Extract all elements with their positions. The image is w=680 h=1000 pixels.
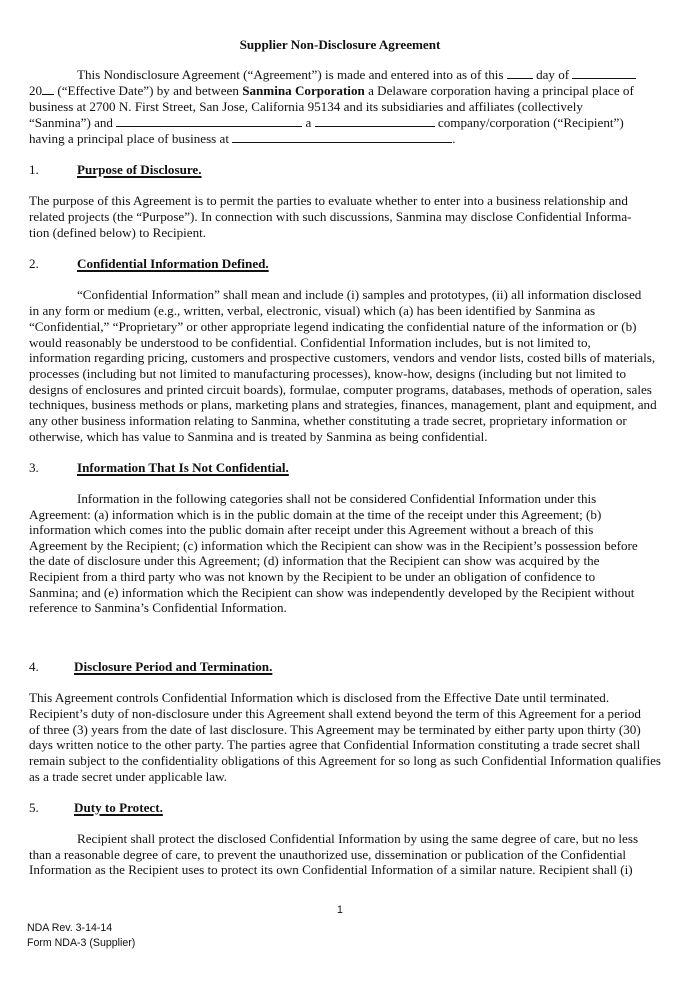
- year-blank[interactable]: [42, 83, 54, 95]
- section-3-line: information which comes into the public domain after receipt under this Agreement without a breach of this: [29, 522, 594, 537]
- section-2-line: processes (including but not limited to manufacturing processes), know-how, designs (including but not limited to: [29, 366, 626, 381]
- footer-form-id: Form NDA-3 (Supplier): [27, 937, 136, 949]
- section-3-number: 3.: [29, 460, 39, 475]
- company-name: Sanmina Corporation: [242, 83, 365, 98]
- intro-line-5: having a principal place of business at .: [29, 131, 456, 146]
- section-2-line: “Confidential Information” shall mean and include (i) samples and prototypes, (ii) all information disclosed: [77, 287, 642, 302]
- section-4-line: remain subject to the confidentiality obligations of this Agreement for so long as such Confidential Information qualifies: [29, 753, 661, 768]
- section-2-line: designs of enclosures and printed circuit boards), formulae, computer programs, databases, methods of operation, sales: [29, 382, 652, 397]
- section-4-line: days written notice to the other party. The parties agree that Confidential Information constituting a trade secret shall: [29, 737, 641, 752]
- section-5-line: Information as the Recipient uses to protect its own Confidential Information of a similar nature. Recipient shall (i): [29, 862, 633, 877]
- section-4-line: This Agreement controls Confidential Information which is disclosed from the Effective Date until terminated.: [29, 690, 610, 705]
- section-2-number: 2.: [29, 256, 39, 271]
- section-2-line: techniques, business methods or plans, marketing plans and strategies, finances, management, plant and equipment, and: [29, 397, 657, 412]
- document-title: Supplier Non-Disclosure Agreement: [239, 37, 441, 52]
- section-3-line: Sanmina; and (e) information which the Recipient can show was independently developed by the Recipient without: [29, 585, 635, 600]
- section-3-line: Recipient from a third party who was not known by the Recipient to be under an obligation of confidence to: [29, 569, 596, 584]
- section-2-line: “Confidential,” “Proprietary” or other appropriate legend indicating the confidential nature of the information or (b): [29, 319, 637, 334]
- section-3-line: reference to Sanmina’s Confidential Information.: [29, 600, 287, 615]
- intro-line-2: 20 (“Effective Date”) by and between Sanmina Corporation a Delaware corporation having a principal place of: [29, 83, 634, 98]
- section-1-line: tion (defined below) to Recipient.: [29, 225, 207, 240]
- section-1-heading: Purpose of Disclosure.: [77, 162, 202, 177]
- month-blank[interactable]: [572, 67, 636, 79]
- section-3-line: the date of disclosure under this Agreement; (d) information that the Recipient can show was acquired by the: [29, 553, 600, 568]
- section-1-line: related projects (the “Purpose”). In connection with such discussions, Sanmina may disclose Confidential Informa-: [29, 209, 632, 224]
- section-2-heading: Confidential Information Defined.: [77, 256, 269, 271]
- recipient-name-blank[interactable]: [116, 115, 302, 127]
- section-2-line: would reasonably be understood to be confidential. Confidential Information includes, but is not limited to,: [29, 335, 591, 350]
- section-3-line: Information in the following categories shall not be considered Confidential Information under this: [77, 491, 597, 506]
- section-4-line: as a trade secret under applicable law.: [29, 769, 227, 784]
- section-1-line: The purpose of this Agreement is to permit the parties to evaluate whether to enter into a business relationship and: [29, 193, 628, 208]
- intro-line-4: “Sanmina”) and a company/corporation (“Recipient”): [29, 115, 624, 130]
- day-blank[interactable]: [507, 67, 533, 79]
- section-2-line: in any form or medium (e.g., written, verbal, electronic, visual) which (a) has been identified by Sanmina as: [29, 303, 596, 318]
- section-5-heading: Duty to Protect.: [74, 800, 163, 815]
- section-5-number: 5.: [29, 800, 39, 815]
- recipient-type-blank[interactable]: [315, 115, 435, 127]
- recipient-address-blank[interactable]: [232, 131, 452, 143]
- intro-line-3: business at 2700 N. First Street, San Jose, California 95134 and its subsidiaries and affiliates (collectively: [29, 99, 583, 114]
- section-4-line: Recipient’s duty of non-disclosure under this Agreement shall extend beyond the term of this Agreement for a period: [29, 706, 641, 721]
- section-5-line: than a reasonable degree of care, to prevent the unauthorized use, dissemination or publication of the Confidential: [29, 847, 627, 862]
- section-5-line: Recipient shall protect the disclosed Confidential Information by using the same degree of care, but no less: [77, 831, 639, 846]
- section-4-number: 4.: [29, 659, 39, 674]
- section-4-line: of three (3) years from the date of last disclosure. This Agreement may be terminated by either party upon thirty (30): [29, 722, 641, 737]
- section-2-line: any other business information relating to Sanmina, whether constituting a trade secret, proprietary information or: [29, 413, 627, 428]
- footer-revision: NDA Rev. 3-14-14: [27, 922, 113, 934]
- section-3-heading: Information That Is Not Confidential.: [77, 460, 289, 475]
- section-3-line: Agreement: (a) information which is in the public domain at the time of the receipt under this Agreement; (b): [29, 507, 602, 522]
- section-2-line: otherwise, which has value to Sanmina and is treated by Sanmina as being confidential.: [29, 429, 488, 444]
- section-2-line: information regarding pricing, customers and prospective customers, vendors and vendor lists, costed bills of materials,: [29, 350, 656, 365]
- intro-line-1: This Nondisclosure Agreement (“Agreement”) is made and entered into as of this day of: [77, 67, 636, 83]
- section-3-line: Agreement by the Recipient; (c) information which the Recipient can show was in the Recipient’s possession before: [29, 538, 638, 553]
- page-number: 1: [337, 904, 343, 916]
- section-4-heading: Disclosure Period and Termination.: [74, 659, 273, 674]
- section-1-number: 1.: [29, 162, 39, 177]
